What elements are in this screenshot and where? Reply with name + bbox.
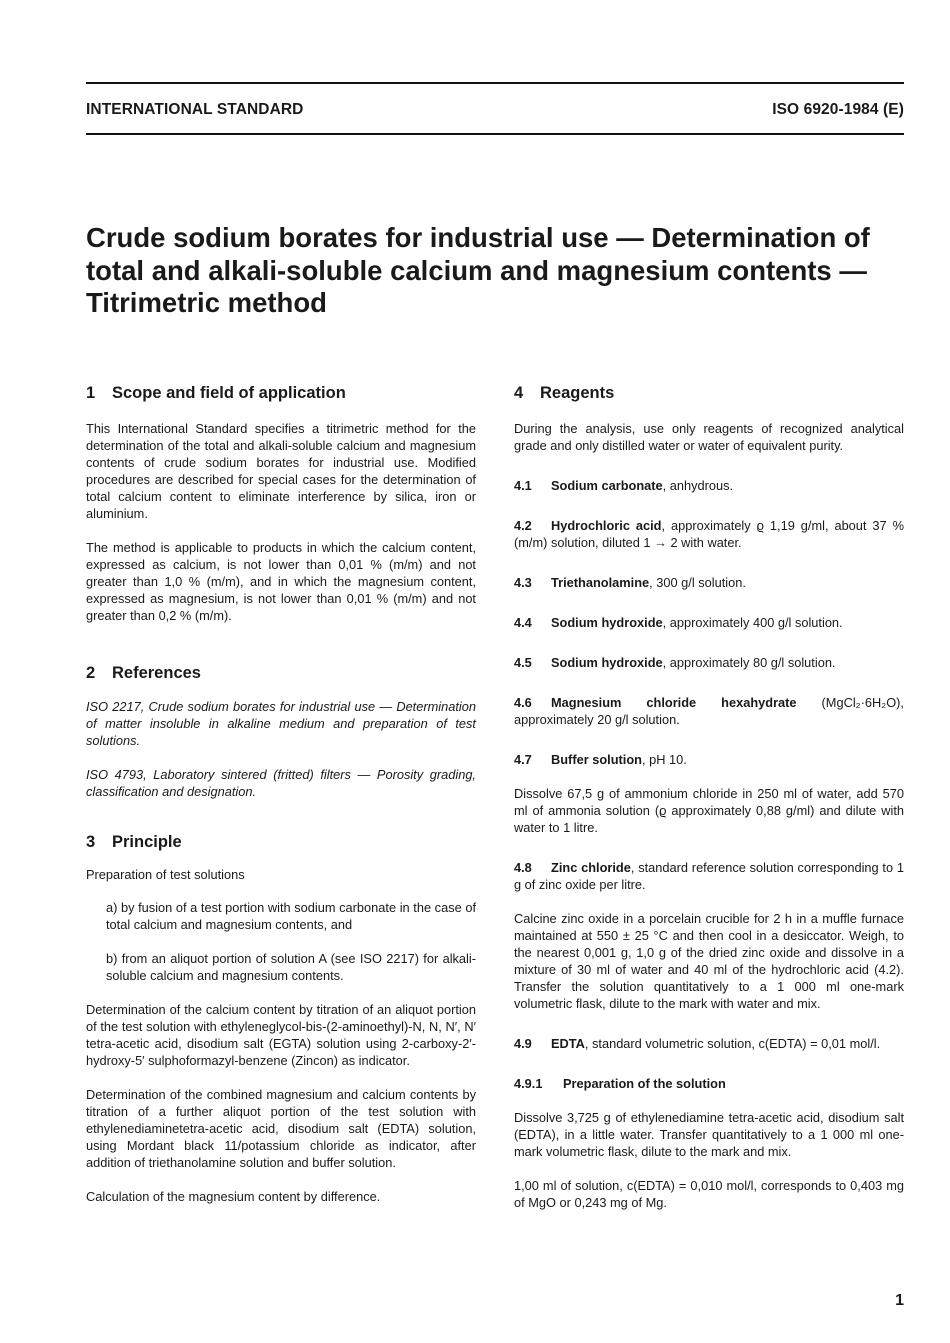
- scope-paragraph: This International Standard specifies a titrimetric method for the determination of the total and alkali-soluble calcium and magnesium contents of crude sodium borates for industrial use. Modified procedures are described for special cases for the determination of total calcium content to eliminate interference by silica, iron or aluminium.: [86, 421, 476, 521]
- section-1-heading: [86, 382, 476, 404]
- header-top-rule: [86, 82, 904, 84]
- buffer-preparation-paragraph: Dissolve 67,5 g of ammonium chloride in 250 ml of water, add 570 ml of ammonia solution (ϱ approximately 0,88 g/ml) and dilute with water to 1 litre.: [514, 786, 904, 835]
- principle-item-b: b) from an aliquot portion of solution A (see ISO 2217) for alkali-soluble calcium and magnesium contents.: [106, 951, 476, 983]
- section-3-heading: [86, 831, 476, 853]
- reagent-4-9: 4.9 EDTA, standard volumetric solution, c(EDTA) = 0,01 mol/l.: [514, 1036, 881, 1051]
- reference-iso-4793: ISO 4793, Laboratory sintered (fritted) filters — Porosity grading, classification and designation.: [86, 767, 476, 799]
- section-title: Scope and field of application: [112, 384, 346, 402]
- reagent-4-1: 4.1 Sodium carbonate, anhydrous.: [514, 478, 734, 493]
- reference-iso-2217: ISO 2217, Crude sodium borates for industrial use — Determination of matter insoluble in alkaline medium and preparation of test solutions.: [86, 699, 476, 748]
- reagent-4-2: 4.2 Hydrochloric acid, approximately ϱ 1,19 g/ml, about 37 % (m/m) solution, diluted 1 → 2 with water.: [514, 518, 904, 550]
- reagent-4-7: 4.7 Buffer solution, pH 10.: [514, 752, 687, 767]
- left-column: [86, 382, 476, 1205]
- section-2-heading: [86, 662, 476, 684]
- document-title: Crude sodium borates for industrial use — Determination of total and alkali-soluble calcium and magnesium contents — Titrimetric method: [86, 222, 870, 318]
- reagent-4-5: 4.5 Sodium hydroxide, approximately 80 g/l solution.: [514, 655, 836, 670]
- calcium-determination-paragraph: Determination of the calcium content by titration of an aliquot portion of the test solution with ethyleneglycol-bis-(2-aminoethyl)-N, N, N′, N′ tetra-acetic acid, disodium salt (EGTA) solution using 2-carboxy-2′-hydroxy-5′ sulphoformazyl-benzene (Zincon) as indicator.: [86, 1002, 476, 1068]
- applicability-paragraph: The method is applicable to products in which the calcium content, expressed as calcium, is not lower than 0,01 % (m/m) and not greater than 1,0 % (m/m), and in which the magnesium content, expressed as magnesium, is not lower than 0,01 % (m/m) and not greater than 0,2 % (m/m).: [86, 540, 476, 623]
- section-number: 4: [514, 384, 524, 402]
- subclause-4-9-1-heading: 4.9.1 Preparation of the solution: [514, 1076, 726, 1091]
- reagent-4-3: 4.3 Triethanolamine, 300 g/l solution.: [514, 575, 746, 590]
- principle-intro: Preparation of test solutions: [86, 867, 245, 882]
- right-column: [514, 382, 904, 1211]
- reagent-4-6: 4.6 Magnesium chloride hexahydrate (MgCl₂·6H₂O), approximately 20 g/l solution.: [514, 695, 904, 727]
- section-title: Principle: [112, 833, 182, 851]
- zinc-preparation-paragraph: Calcine zinc oxide in a porcelain crucible for 2 h in a muffle furnace maintained at 550 ± 25 °C and then cool in a desiccator. Weigh, to the nearest 0,001 g, 1,0 g of the dried zinc oxide and dissolve in a mixture of 30 ml of water and 40 ml of the hydrochloric acid (4.2). Transfer the solution quantitatively to a 1 000 ml one-mark volumetric flask, dilute to the mark with water and mix.: [514, 911, 904, 1011]
- reagent-4-4: 4.4 Sodium hydroxide, approximately 400 g/l solution.: [514, 615, 843, 630]
- section-number: 2: [86, 664, 96, 682]
- combined-determination-paragraph: Determination of the combined magnesium and calcium contents by titration of a further aliquot portion of the test solution with ethylenediaminetetra-acetic acid, disodium salt (EDTA) solution, using Mordant black 11/potassium chloride as indicator, after addition of triethanolamine solution and buffer solution.: [86, 1087, 476, 1170]
- edta-equivalence-paragraph: 1,00 ml of solution, c(EDTA) = 0,010 mol/l, corresponds to 0,403 mg of MgO or 0,243 mg of Mg.: [514, 1178, 904, 1210]
- reagents-intro: During the analysis, use only reagents of recognized analytical grade and only distilled water or water of equivalent purity.: [514, 421, 904, 453]
- section-title: Reagents: [540, 384, 615, 402]
- magnesium-calculation-paragraph: Calculation of the magnesium content by difference.: [86, 1189, 381, 1204]
- header-standard-number: ISO 6920-1984 (E): [772, 101, 904, 118]
- page-number: 1: [895, 1292, 904, 1309]
- principle-item-a: a) by fusion of a test portion with sodium carbonate in the case of total calcium and magnesium contents, and: [106, 900, 476, 932]
- section-title: References: [112, 664, 201, 682]
- reagent-4-8: 4.8 Zinc chloride, standard reference solution corresponding to 1 g of zinc oxide per litre.: [514, 860, 905, 892]
- header-standard-type: INTERNATIONAL STANDARD: [86, 101, 304, 118]
- section-4-heading: [514, 382, 904, 404]
- section-number: 3: [86, 833, 96, 851]
- edta-preparation-paragraph: Dissolve 3,725 g of ethylenediamine tetra-acetic acid, disodium salt (EDTA), in a little water. Transfer quantitatively to a 1 000 ml one-mark volumetric flask, dilute to the mark and mix.: [514, 1110, 904, 1159]
- section-number: 1: [86, 384, 96, 402]
- header-bottom-rule: [86, 133, 904, 135]
